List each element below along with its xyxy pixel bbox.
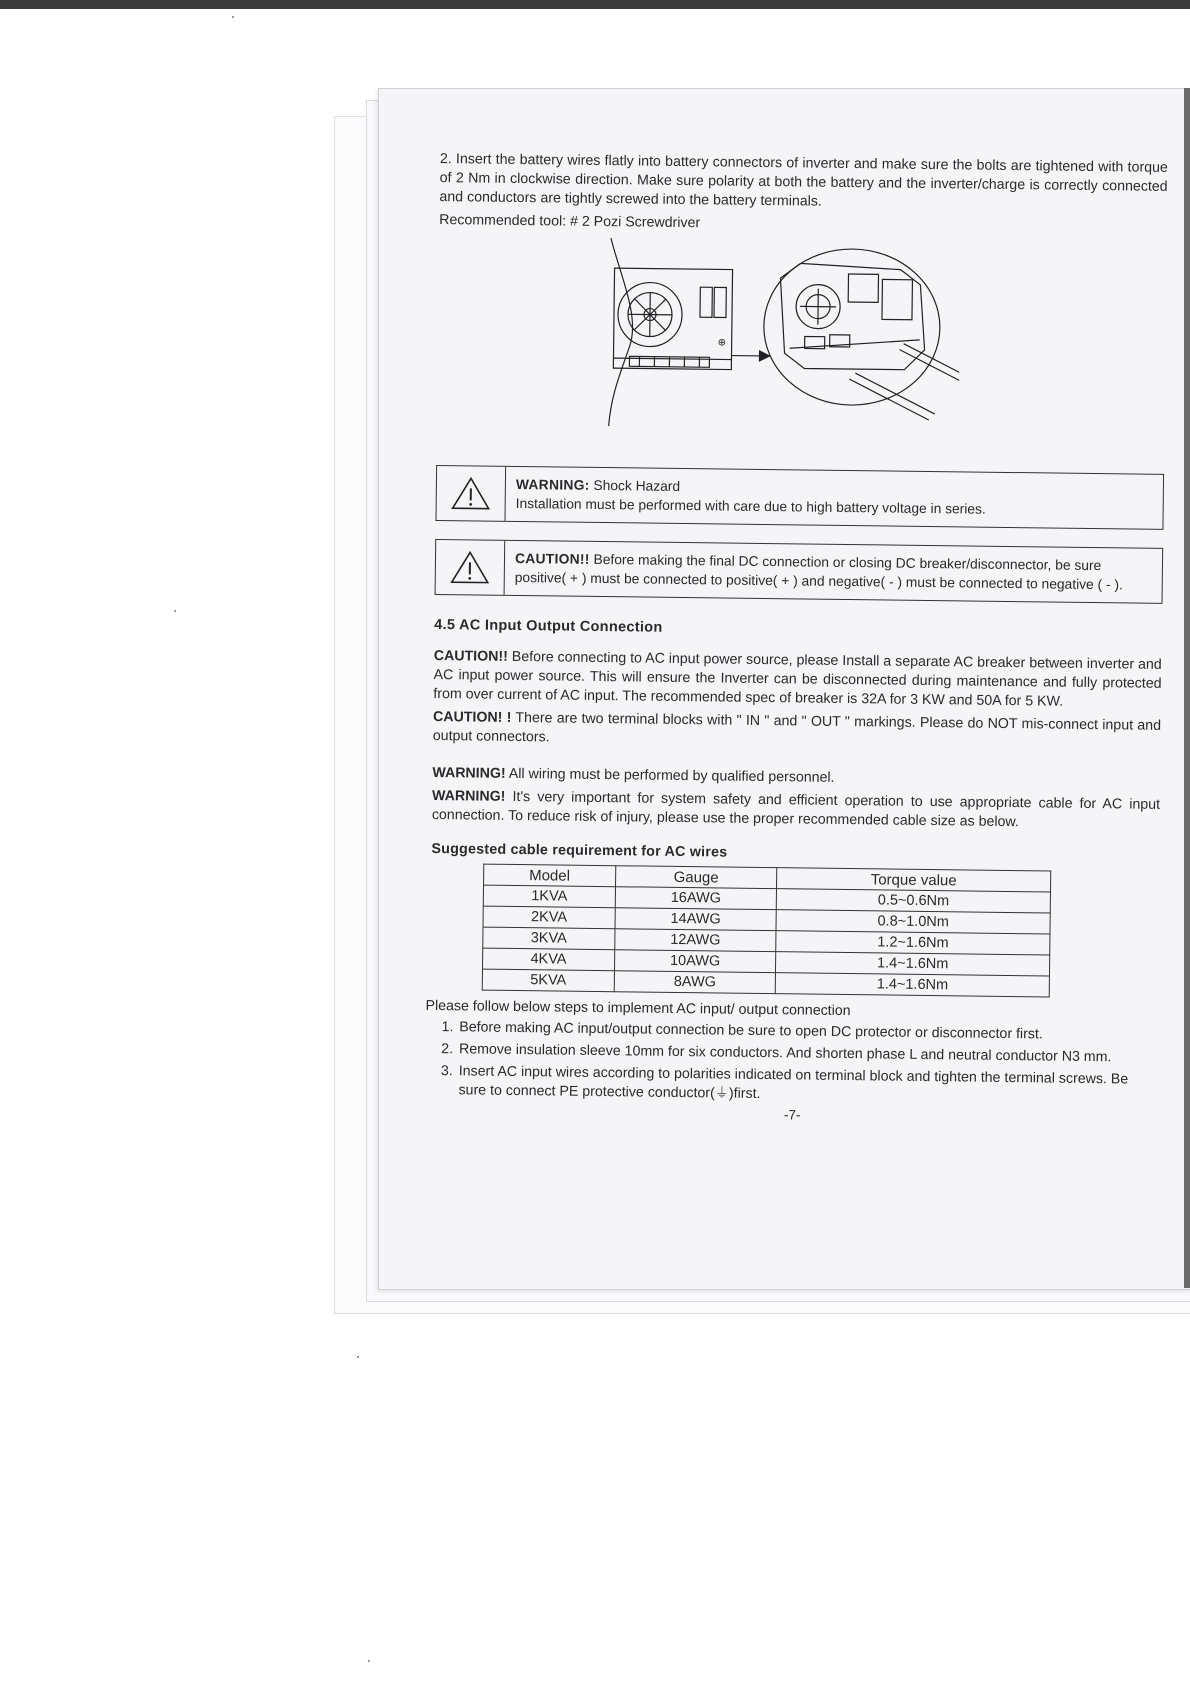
cell-torque: 1.4~1.6Nm bbox=[776, 952, 1050, 976]
header-model: Model bbox=[484, 864, 616, 887]
step2-text: 2. Insert the battery wires flatly into battery connectors of inverter and make sure the bolts are tightened with torque of 2 Nm in clockwise direction. Make sure polarity at both the battery and the inverter/charge is correctly connected and conductors are tightly screwed into the battery terminals. bbox=[439, 150, 1168, 210]
scan-speck bbox=[368, 1660, 370, 1662]
cell-gauge: 16AWG bbox=[615, 887, 777, 910]
warning-box bbox=[435, 465, 1164, 530]
warning1-lead: WARNING! bbox=[432, 764, 506, 782]
header-torque: Torque value bbox=[777, 868, 1051, 892]
caution1-text: Before connecting to AC input power source, please Install a separate AC breaker between inverter and AC input power source. This will ensure the Inverter can be disconnected during maintenance and fully protected from over current of AC input. The recommended spec of breaker is 32A for 3 KW and 50A for 5 KW. bbox=[433, 648, 1162, 710]
caution2-text: There are two terminal blocks with " IN " and " OUT " markings. Please do NOT mis-connect input and output connectors. bbox=[432, 709, 1162, 746]
cell-model: 4KVA bbox=[482, 948, 614, 971]
cell-model: 3KVA bbox=[483, 927, 615, 950]
list-item: 2. Remove insulation sleeve 10mm for six conductors. And shorten phase L and neutral conductor N3 mm. bbox=[457, 1040, 1157, 1068]
cell-gauge: 12AWG bbox=[615, 929, 777, 952]
warning-subtitle: Shock Hazard bbox=[593, 477, 681, 494]
connection-steps-list bbox=[428, 1018, 1157, 1109]
cell-torque: 0.5~0.6Nm bbox=[776, 889, 1050, 913]
warning1-text: All wiring must be performed by qualified personnel. bbox=[508, 765, 835, 786]
cell-model: 1KVA bbox=[483, 885, 615, 908]
cell-model: 5KVA bbox=[482, 969, 614, 992]
caution-triangle-icon bbox=[436, 540, 506, 595]
cable-table-title: Suggested cable requirement for AC wires bbox=[431, 840, 728, 861]
cell-torque: 1.2~1.6Nm bbox=[776, 931, 1050, 955]
caution-box bbox=[435, 539, 1164, 604]
cell-torque: 1.4~1.6Nm bbox=[775, 973, 1049, 997]
warning2-text: It's very important for system safety and efficient operation to use appropriate cable for AC input connection. To reduce risk of injury, please use the proper recommended cable size as below. bbox=[431, 788, 1161, 831]
scan-top-border bbox=[0, 0, 1190, 9]
cell-torque: 0.8~1.0Nm bbox=[776, 910, 1050, 934]
svg-text:⊕: ⊕ bbox=[717, 337, 727, 349]
caution2-paragraph bbox=[433, 708, 1161, 755]
caution-body: Before making the final DC connection or closing DC breaker/disconnector, be sure positive( + ) must be connected to positive( + ) and negative( - ) must be connected to negative ( - ). bbox=[514, 551, 1123, 593]
warning-title: WARNING: bbox=[515, 476, 590, 493]
caution1-paragraph bbox=[433, 647, 1162, 713]
cell-gauge: 14AWG bbox=[615, 908, 777, 931]
inverter-illustration bbox=[598, 236, 960, 445]
section-title: 4.5 AC Input Output Connection bbox=[434, 616, 663, 636]
cable-requirement-table bbox=[482, 864, 1052, 998]
cell-model: 2KVA bbox=[483, 906, 615, 929]
steps-intro: Please follow below steps to implement AC input/ output connection bbox=[425, 997, 851, 1020]
paper-edge-shadow bbox=[1184, 88, 1190, 1288]
caution-title: CAUTION!! bbox=[514, 550, 590, 567]
scan-speck bbox=[232, 16, 234, 18]
warning2-paragraph bbox=[432, 787, 1160, 834]
warning2-lead: WARNING! bbox=[432, 787, 506, 805]
recommended-tool: Recommended tool: # 2 Pozi Screwdriver bbox=[439, 211, 701, 232]
warning-body: Installation must be performed with care due to high battery voltage in series. bbox=[515, 495, 986, 517]
cell-gauge: 10AWG bbox=[614, 950, 776, 973]
list-item: 1. Before making AC input/output connection be sure to open DC protector or disconnector first. bbox=[457, 1018, 1157, 1046]
caution1-lead: CAUTION!! bbox=[433, 647, 508, 665]
page-content bbox=[425, 150, 1168, 1127]
list-item: 3. Insert AC input wires according to polarities indicated on terminal block and tighten the terminal screws. Be sure to connect PE protective conductor(⏚)first. bbox=[456, 1062, 1156, 1109]
caution2-lead: CAUTION! ! bbox=[432, 708, 512, 726]
battery-connection-figure bbox=[436, 234, 1166, 448]
header-gauge: Gauge bbox=[615, 866, 777, 889]
scan-speck bbox=[357, 1356, 359, 1358]
warning-triangle-icon bbox=[436, 466, 506, 521]
page-number: -7- bbox=[783, 1107, 801, 1123]
cell-gauge: 8AWG bbox=[614, 971, 776, 994]
scan-speck bbox=[174, 610, 176, 612]
